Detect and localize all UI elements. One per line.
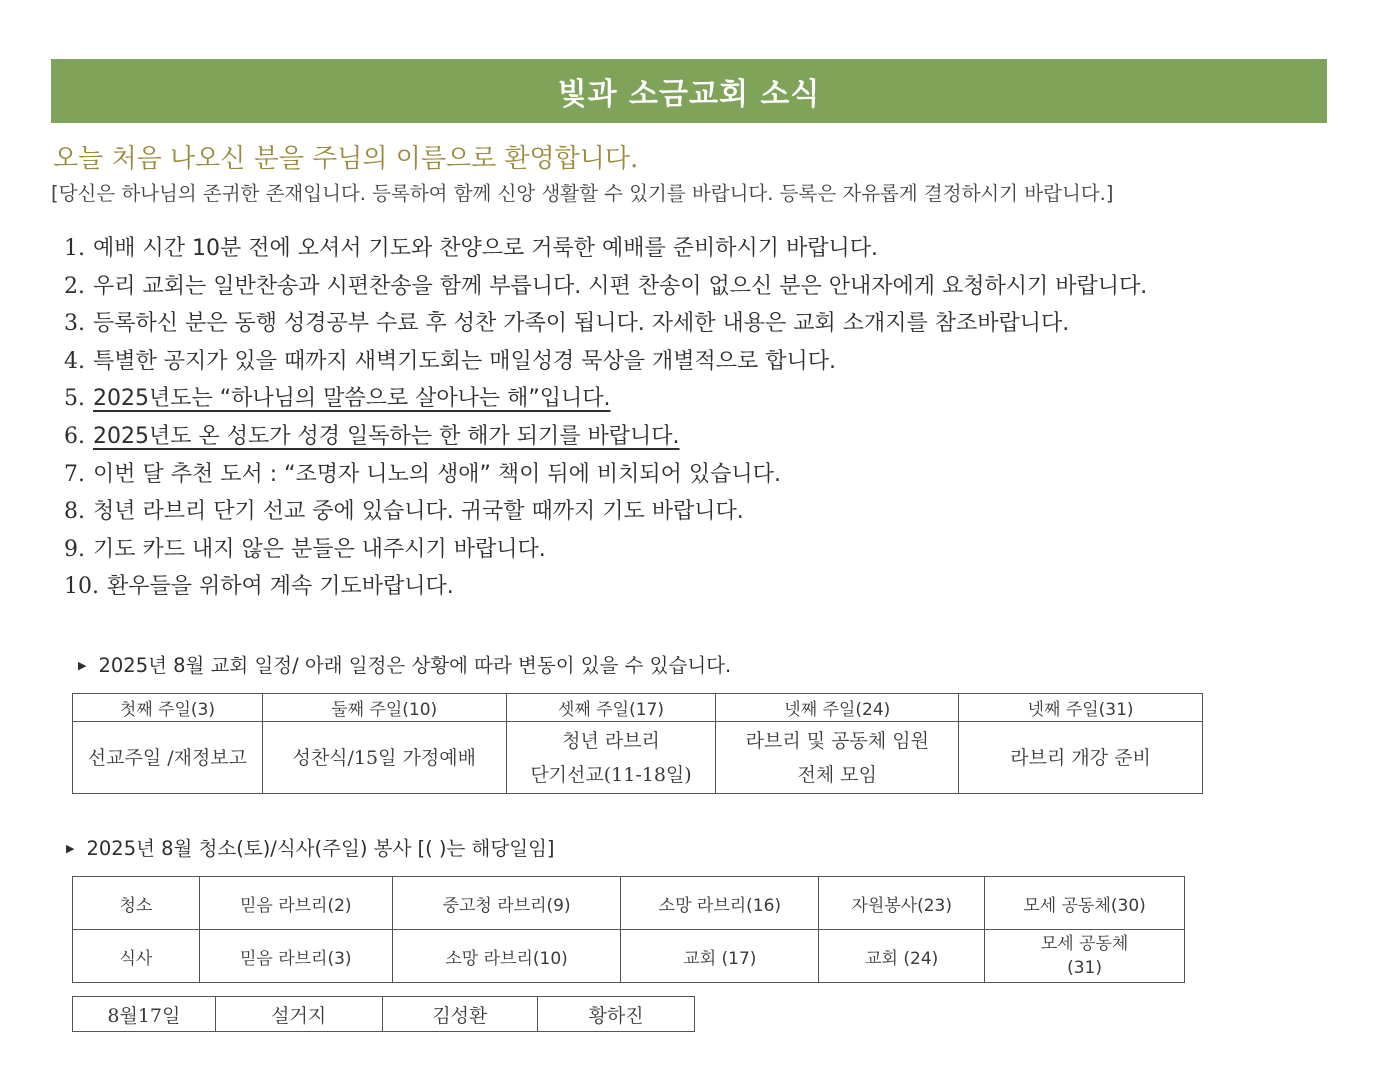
duty-heading xyxy=(66,833,555,861)
schedule-cell xyxy=(716,722,959,794)
duty-heading-text: 2025년 8월 청소(토)/식사(주일) 봉사 [( )는 해당일임] xyxy=(86,837,555,860)
notice-text: 2025년도 온 성도가 성경 일독하는 한 해가 되기를 바랍니다. xyxy=(93,423,680,449)
notice-text: 2025년도는 “하나님의 말씀으로 살아나는 해”입니다. xyxy=(93,386,611,412)
dishwashing-person: 황하진 xyxy=(538,997,695,1032)
notice-item xyxy=(64,531,1147,569)
notice-text: 예배 시간 10분 전에 오셔서 기도와 찬양으로 거룩한 예배를 준비하시기 바랍니다. xyxy=(93,236,878,261)
notice-item xyxy=(64,568,1147,606)
schedule-cell-line: 청년 라브리 xyxy=(562,729,660,752)
dishwashing-date: 8월17일 xyxy=(73,997,216,1032)
duty-cell: 믿음 라브리(3) xyxy=(199,930,392,983)
schedule-header-row xyxy=(73,694,1203,722)
schedule-header-cell: 첫째 주일(3) xyxy=(73,694,263,722)
schedule-cell-line: 라브리 개강 준비 xyxy=(1010,746,1151,769)
triangle-bullet-icon: ▶ xyxy=(66,842,75,855)
notice-number: 1. xyxy=(64,236,85,261)
duty-row-cleaning xyxy=(73,877,1185,930)
notice-number: 6. xyxy=(64,423,85,449)
notice-text: 기도 카드 내지 않은 분들은 내주시기 바랍니다. xyxy=(93,536,546,562)
notice-item xyxy=(64,230,1147,268)
notice-item xyxy=(64,268,1147,306)
notice-number: 2. xyxy=(64,273,85,299)
notice-text: 우리 교회는 일반찬송과 시편찬송을 함께 부릅니다. 시편 찬송이 없으신 분은 안내자에게 요청하시기 바랍니다. xyxy=(93,273,1148,299)
page-title-banner xyxy=(51,59,1327,123)
schedule-cell xyxy=(73,722,263,794)
schedule-heading xyxy=(78,650,731,678)
duty-cell: 믿음 라브리(2) xyxy=(199,877,392,930)
notice-item xyxy=(64,418,1147,456)
notice-text: 특별한 공지가 있을 때까지 새벽기도회는 매일성경 묵상을 개별적으로 합니다. xyxy=(93,348,837,374)
welcome-subtext: [당신은 하나님의 존귀한 존재입니다. 등록하여 함께 신앙 생활할 수 있기를 바랍니다. 등록은 자유롭게 결정하시기 바랍니다.] xyxy=(51,182,1114,205)
notice-number: 4. xyxy=(64,348,85,374)
duty-row-meal xyxy=(73,930,1185,983)
dishwashing-row xyxy=(73,997,695,1032)
notice-number: 9. xyxy=(64,536,85,562)
dishwashing-table xyxy=(72,996,695,1032)
schedule-header-cell: 둘째 주일(10) xyxy=(262,694,506,722)
notice-item xyxy=(64,380,1147,418)
notice-number: 10. xyxy=(64,574,99,600)
notice-item xyxy=(64,343,1147,381)
notice-item xyxy=(64,456,1147,494)
schedule-header-cell: 넷째 주일(31) xyxy=(959,694,1203,722)
duty-cell: 중고청 라브리(9) xyxy=(392,877,621,930)
dishwashing-person: 김성환 xyxy=(382,997,538,1032)
schedule-cell-line: 단기선교(11-18일) xyxy=(530,763,692,786)
welcome-message: 오늘 처음 나오신 분을 주님의 이름으로 환영합니다. xyxy=(53,144,639,174)
schedule-cell-line: 성찬식/15일 가정예배 xyxy=(292,746,476,769)
notice-number: 3. xyxy=(64,311,85,337)
duty-row-label: 청소 xyxy=(73,877,200,930)
duty-table xyxy=(72,876,1185,983)
duty-cell: 교회 (17) xyxy=(621,930,819,983)
notice-number: 7. xyxy=(64,461,85,487)
schedule-table xyxy=(72,693,1203,794)
duty-cell: 모세 공동체 (31) xyxy=(985,930,1185,983)
duty-cell: 소망 라브리(16) xyxy=(621,877,819,930)
dishwashing-task: 설거지 xyxy=(215,997,382,1032)
notice-item xyxy=(64,493,1147,531)
schedule-cell-line: 라브리 및 공동체 임원 xyxy=(745,729,929,752)
schedule-cell xyxy=(262,722,506,794)
schedule-cell-line: 전체 모임 xyxy=(797,763,878,786)
notice-item xyxy=(64,305,1147,343)
schedule-heading-text: 2025년 8월 교회 일정/ 아래 일정은 상황에 따라 변동이 있을 수 있습니다. xyxy=(98,654,732,677)
notice-number: 8. xyxy=(64,499,85,525)
schedule-cell xyxy=(959,722,1203,794)
duty-row-label: 식사 xyxy=(73,930,200,983)
schedule-cell xyxy=(506,722,716,794)
duty-cell: 자원봉사(23) xyxy=(819,877,985,930)
schedule-body-row xyxy=(73,722,1203,794)
schedule-header-cell: 셋째 주일(17) xyxy=(506,694,716,722)
triangle-bullet-icon: ▶ xyxy=(78,659,87,672)
schedule-header-cell: 넷째 주일(24) xyxy=(716,694,959,722)
notice-text: 청년 라브리 단기 선교 중에 있습니다. 귀국할 때까지 기도 바랍니다. xyxy=(93,499,744,525)
notice-list xyxy=(64,230,1147,606)
duty-cell: 소망 라브리(10) xyxy=(392,930,621,983)
notice-text: 등록하신 분은 동행 성경공부 수료 후 성찬 가족이 됩니다. 자세한 내용은 교회 소개지를 참조바랍니다. xyxy=(93,311,1070,337)
notice-text: 이번 달 추천 도서 : “조명자 니노의 생애” 책이 뒤에 비치되어 있습니다. xyxy=(93,461,781,487)
notice-text: 환우들을 위하여 계속 기도바랍니다. xyxy=(107,574,454,600)
duty-cell: 교회 (24) xyxy=(819,930,985,983)
notice-number: 5. xyxy=(64,386,85,412)
schedule-cell-line: 선교주일 /재정보고 xyxy=(87,746,248,769)
duty-cell: 모세 공동체(30) xyxy=(985,877,1185,930)
page-title: 빛과 소금교회 소식 xyxy=(557,77,821,112)
